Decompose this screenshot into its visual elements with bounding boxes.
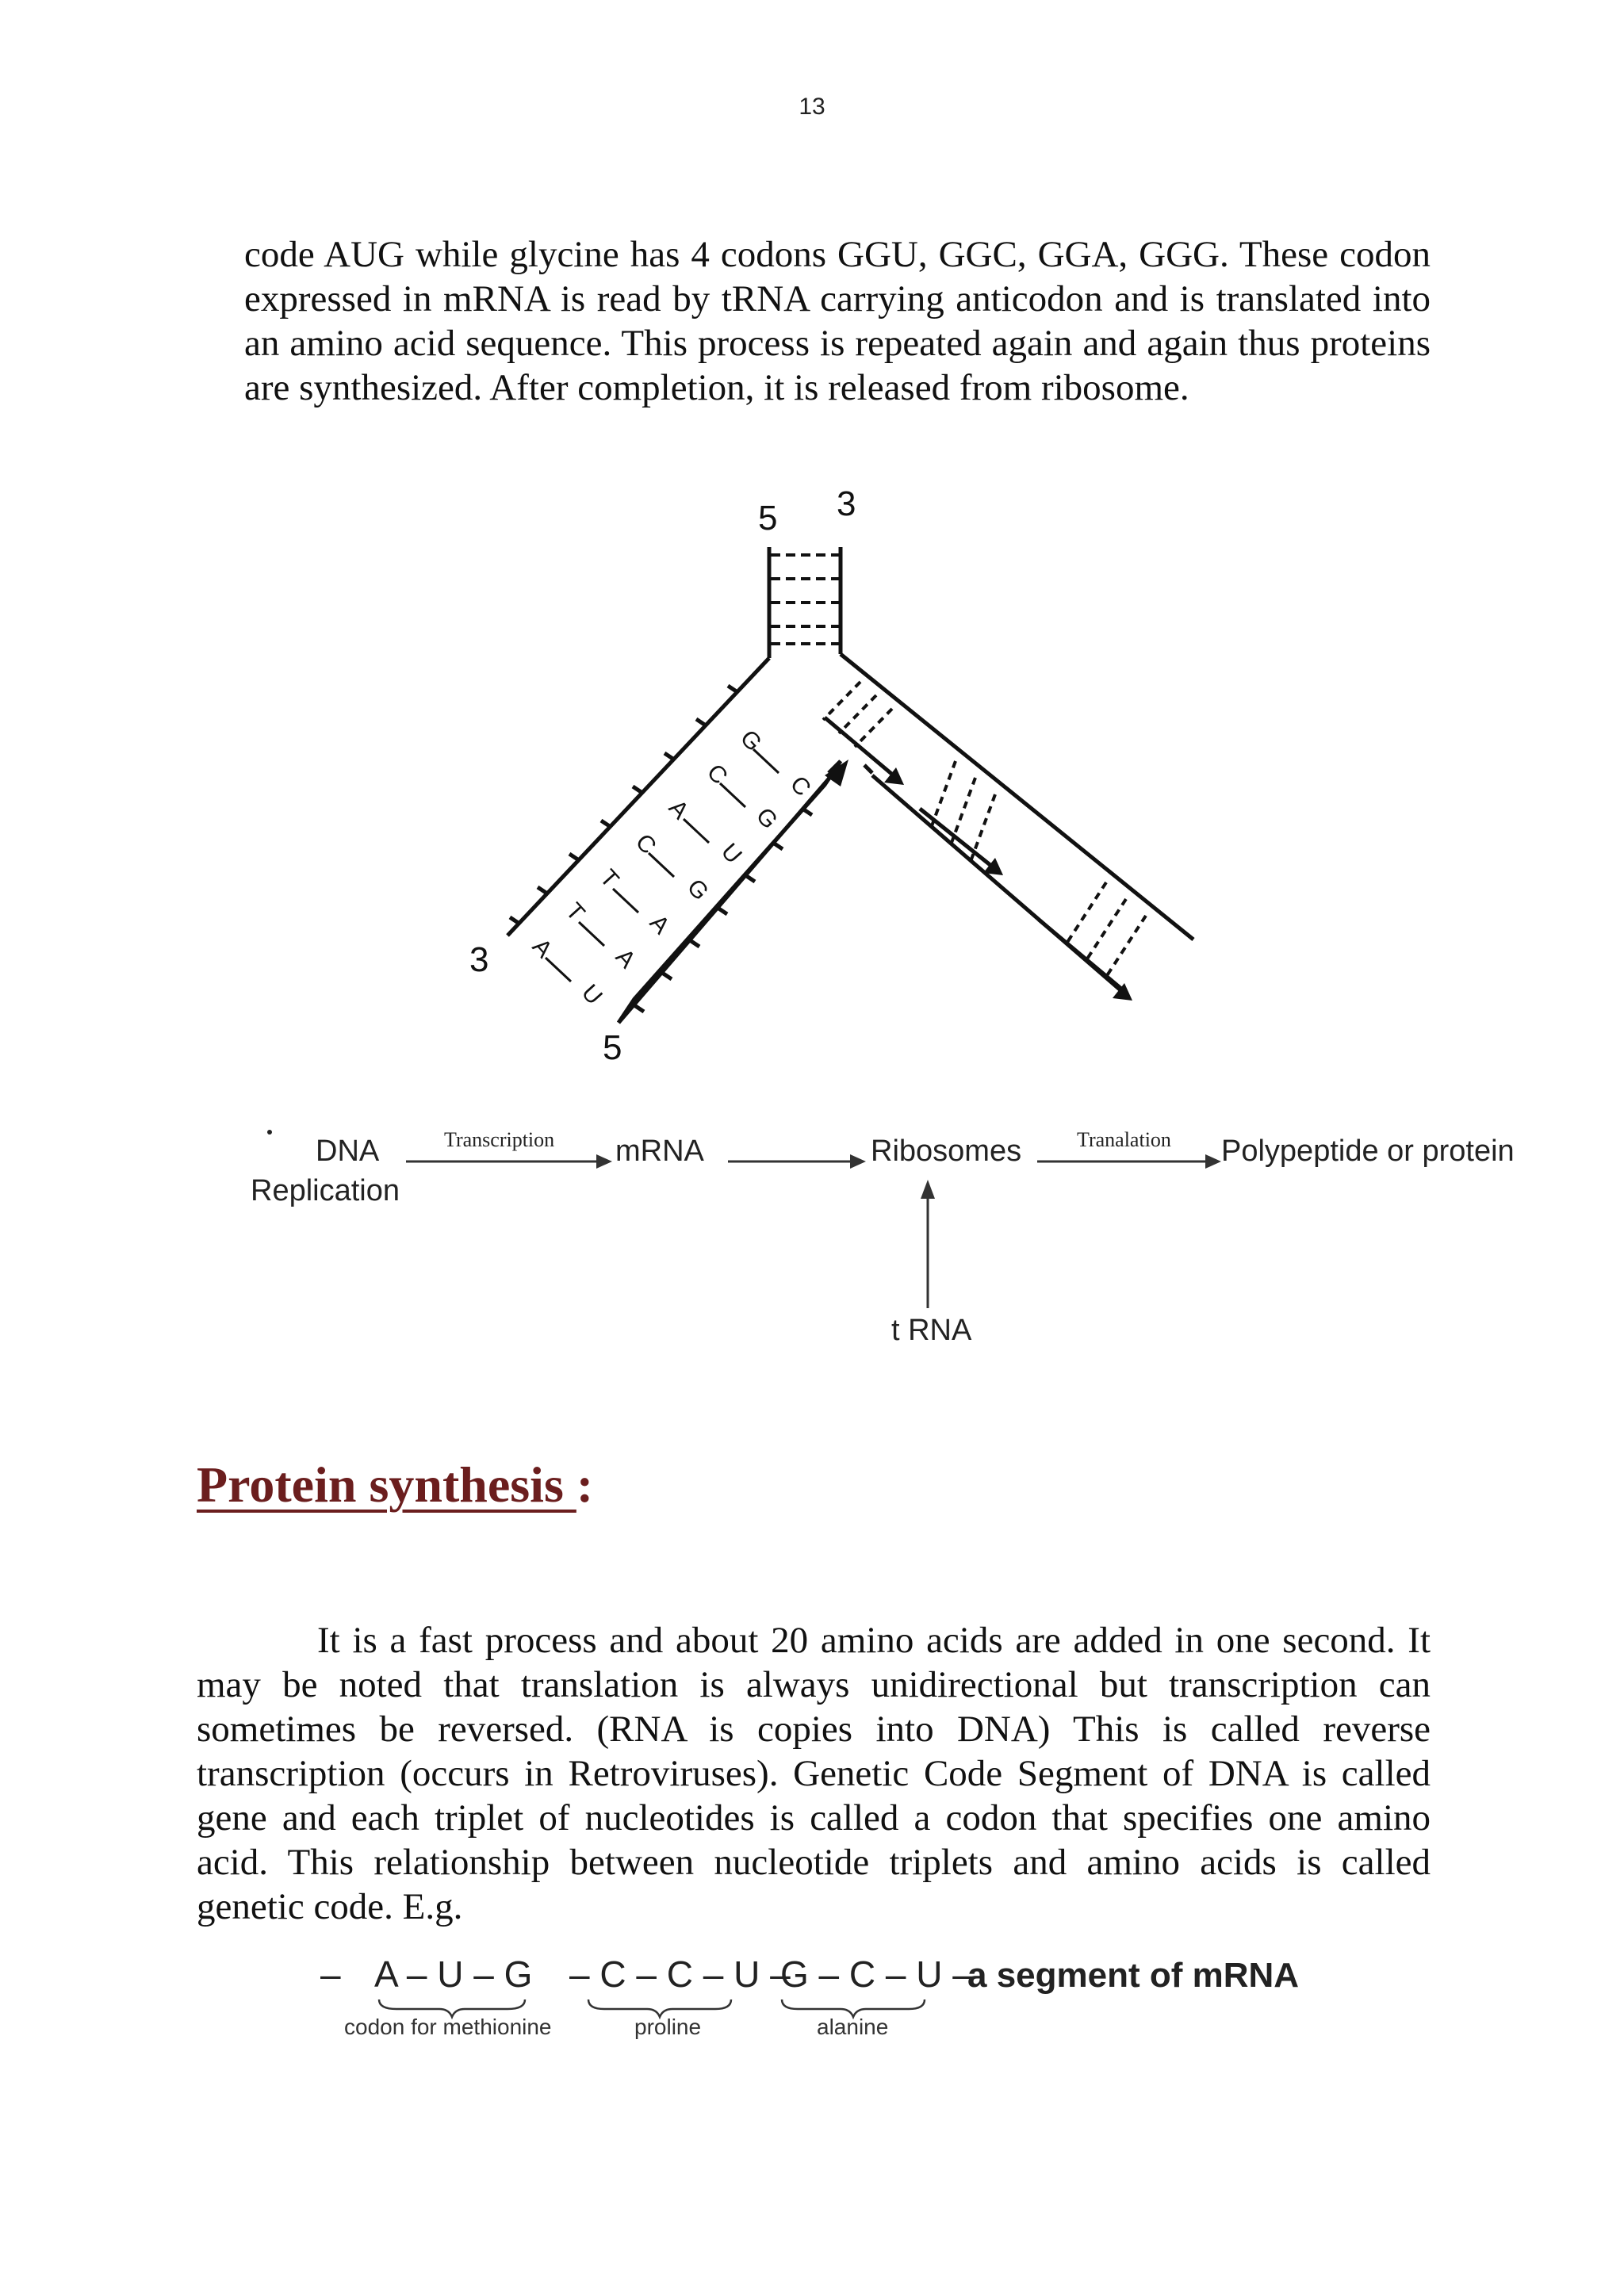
codon-label-alanine: alanine	[817, 2015, 889, 2039]
top-left-end-label: 5	[758, 499, 778, 538]
codon-proline: – C – C – U –	[569, 1954, 791, 1995]
ribosomes-label: Ribosomes	[871, 1135, 1022, 1168]
codon-alanine: G – C – U –	[780, 1954, 973, 1995]
page-number: 13	[799, 94, 825, 120]
bp-5-left: T	[594, 864, 624, 894]
top-right-end-label: 3	[837, 484, 856, 523]
central-dogma-flow	[0, 1102, 1624, 1372]
bp-6-right: A	[610, 943, 641, 974]
bp-5-right: A	[644, 909, 675, 939]
replication-fork-diagram	[0, 0, 1624, 1110]
dna-label: DNA	[316, 1135, 380, 1168]
bp-1-left: G	[734, 725, 767, 757]
stem-base-pairs	[771, 555, 839, 644]
bp-6-left: T	[560, 897, 590, 927]
bp-7-left: A	[527, 933, 557, 963]
bp-4-right: G	[681, 874, 714, 906]
section-heading	[197, 1456, 593, 1514]
left-end-label: 3	[469, 940, 489, 979]
base-pair-bonds	[546, 749, 779, 982]
bp-1-right: C	[784, 771, 816, 802]
replication-label: Replication	[251, 1174, 400, 1207]
codon-segment-label: a segment of mRNA	[967, 1956, 1300, 1995]
codon-methionine: A – U – G	[374, 1954, 533, 1995]
bp-3-right: U	[715, 838, 747, 869]
protein-synthesis-paragraph: It is a fast process and about 20 amino acids are added in one second. It may be noted that translation is always unidirectional but transcription can sometimes be reversed. (RNA is copies into DNA) This is called reverse transcription (occurs in Retroviruses). Genetic Code Segment of DNA is called gene and each triplet of nucleotides is called a codon that specifies one amino acid. This relationship between nucleotide triplets and amino acids is called genetic code. E.g.	[197, 1620, 1431, 1927]
codon-example-diagram	[0, 1934, 1624, 2061]
right-arm-inner-strand	[864, 765, 872, 773]
bottom-end-label: 5	[603, 1028, 622, 1067]
bp-4-left: C	[630, 828, 661, 859]
bp-3-left: A	[663, 794, 694, 825]
section-heading-text: Protein synthesis	[197, 1456, 576, 1513]
bp-2-left: C	[701, 759, 733, 790]
product-label: Polypeptide or protein	[1221, 1135, 1515, 1168]
trna-label: t RNA	[891, 1314, 972, 1347]
codon-label-methionine: codon for methionine	[344, 2015, 552, 2039]
okazaki-arrow-3	[1039, 920, 1126, 993]
arrowheads	[825, 760, 1132, 1001]
codon-label-proline: proline	[634, 2015, 702, 2039]
right-arm-base-pairs	[823, 682, 1146, 977]
bp-2-right: G	[750, 802, 783, 835]
transcription-label: Transcription	[444, 1128, 555, 1151]
translation-label: Tranalation	[1077, 1128, 1171, 1151]
left-new-strand-ticks	[634, 809, 812, 1012]
section-heading-colon: :	[576, 1456, 594, 1513]
intro-paragraph: code AUG while glycine has 4 codons GGU, GGC, GGA, GGG. These codon expressed in mRNA is read by tRNA carrying anticodon and is translated into an amino acid sequence. This process is repeated again and again thus proteins are synthesized. After completion, it is released from ribosome.	[244, 234, 1431, 408]
mrna-label: mRNA	[615, 1135, 704, 1168]
codon-lead-dash: –	[320, 1954, 341, 1995]
right-arm-outer-strand	[841, 654, 1193, 939]
bp-7-right: U	[576, 979, 607, 1010]
